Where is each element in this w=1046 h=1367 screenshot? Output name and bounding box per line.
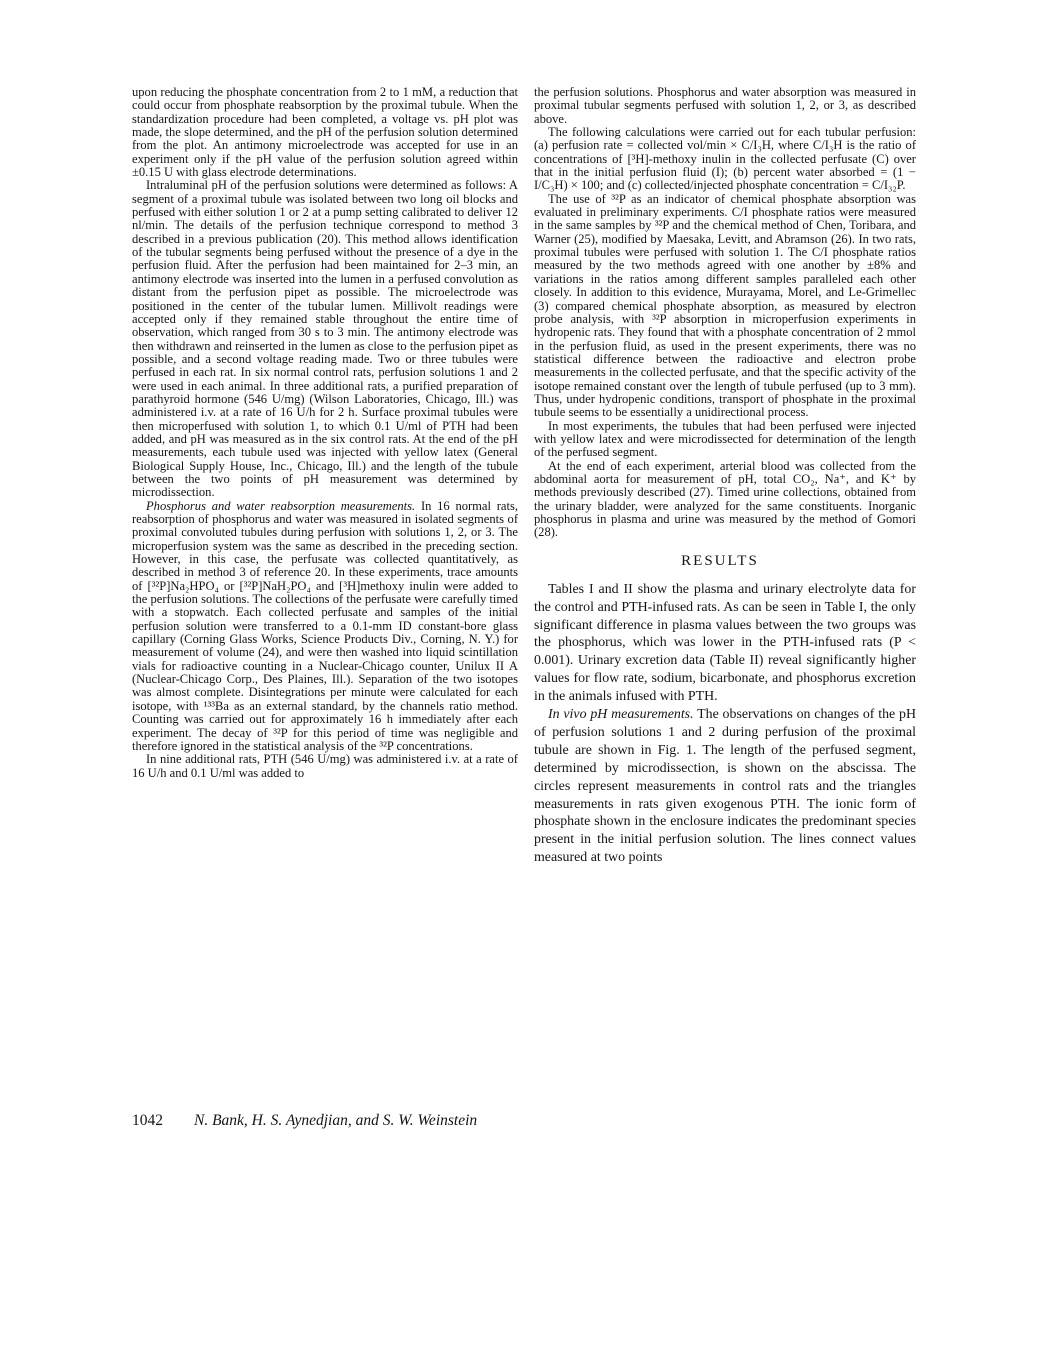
paragraph: In nine additional rats, PTH (546 U/mg) was administered i.v. at a rate of 16 U/h and 0.1 U/ml was added to [132,752,518,780]
right-column [534,86,916,867]
footer-authors: N. Bank, H. S. Aynedjian, and S. W. Weinstein [194,1112,478,1129]
run-in-heading: Phosphorus and water reabsorption measurements. [146,498,416,513]
paragraph-text: In 16 normal rats, reabsorption of phosphorus and water was measured in isolated segments of proximal convoluted tubules during perfusion with solutions 1, 2, or 3. The microperfusion system was the same as described in the preceding section. However, in this case, the perfusate was collected quantitatively, as described in method 3 of reference 20. In these experiments, trace amounts of [³²P]Na₂HPO₄ or [³²P]NaH₂PO₄ and [³H]methoxy inulin were added to the perfusion solutions. The collections of the perfusate were carefully timed with a stopwatch. Each collected perfusate and samples of the initial perfusion solution were transferred to a 0.1-mm ID constant-bore glass capillary (Corning Glass Works, Science Products Div., Corning, N. Y.) for measurement of volume (24), and were then washed into liquid scintillation vials for radioactive counting in a Nuclear-Chicago counter, Unilux II A (Nuclear-Chicago Corp., Des Plaines, Ill.). Separation of the two isotopes was almost complete. Disintegrations per minute were calculated for each isotope, with ¹³³Ba as an external standard, by the channels ratio method. Counting was carried out for approximately 16 h immediately after each experiment. The decay of ³²P for this period of time was negligible and therefore ignored in the statistical analysis of the ³²P concentrations. [132,498,518,753]
paragraph: The following calculations were carried out for each tubular perfusion: (a) perfusion rate = collected vol/min × C/I₃H, where C/I₃H is the ratio of concentrations of [³H]-methoxy inulin in the collected perfusate (C) over that in the initial perfusion fluid (I); (b) percent water absorbed = (1 − I/C₃H) × 100; and (c) collected/injected phosphate concentration = C/I₃₂P. [534,125,916,193]
paragraph: the perfusion solutions. Phosphorus and water absorption was measured in proximal tubular segments perfused with solution 1, 2, or 3, as described above. [534,85,916,126]
paragraph: The use of ³²P as an indicator of chemical phosphate absorption was evaluated in preliminary experiments. C/I phosphate ratios were measured in the same samples by ³²P and the chemical method of Chen, Toribara, and Warner (25), modified by Maesaka, Levitt, and Abramson (26). In two rats, proximal tubules were perfused with solution 1. The C/I phosphate ratios measured by the two methods agreed with one another by ±8% and variations in the ratios among different samples paralleled each other closely. In addition to this evidence, Murayama, Morel, and Le-Grimellec (3) compared chemical phosphate absorption, as measured by electron probe analysis, with ³²P absorption in microperfusion experiments in hydropenic rats. They found that with a phosphate concentration of 2 mmol in the perfusion fluid, as used in the present experiments, there was no statistical difference between the radioactive and electron probe measurements in the collected perfusate, and that the specific activity of the isotope remained constant over the length of tubule perfused (up to 3 mm). Thus, under hydropenic conditions, transport of phosphate in the proximal tubule seems to be essentially a unidirectional process. [534,191,916,420]
left-column [132,86,518,780]
page-footer [132,1112,732,1130]
paragraph: At the end of each experiment, arterial blood was collected from the abdominal aorta for measurement of pH, total CO₂, Na⁺, and K⁺ by methods previously described (27). Timed urine collections, obtained from the urinary bladder, were analyzed for the same constituents. Inorganic phosphorus in plasma and urine was measured by the method of Gomori (28). [534,458,916,540]
paragraph: Tables I and II show the plasma and urinary electrolyte data for the control and PTH-infused rats. As can be seen in Table I, the only significant difference in plasma values between the two groups was the phosphorus, which was lower in the PTH-infused rats (P < 0.001). Urinary excretion data (Table II) reveal significantly higher values for flow rate, sodium, bicarbonate, and phosphorus excretion in the animals infused with PTH. [534,581,916,705]
paragraph-text: The observations on changes of the pH of perfusion solutions 1 and 2 during perfusion of the proximal tubule are shown in Fig. 1. The length of the perfused segment, determined by microdissection, is shown on the abscissa. The circles represent measurements in control rats and the triangles measurements in rats given exogenous PTH. The ionic form of phosphate shown in the enclosure indicates the predominant species present in the initial perfusion solution. The lines connect values measured at two points [534,707,917,866]
page-number: 1042 [132,1112,163,1129]
run-in-heading: In vivo pH measurements. [548,707,694,723]
section-heading-results: RESULTS [681,552,759,569]
paragraph: Intraluminal pH of the perfusion solutions were determined as follows: A segment of a proximal tubule was isolated between two long oil blocks and perfused with either solution 1 or 2 at a pump setting calibrated to deliver 12 nl/min. The details of the perfusion technique correspond to method 3 described in a previous publication (20). This method allows identification of the tubular segments being perfused without the presence of a dye in the perfusion fluid. After the perfusion had been maintained for 2–3 min, an antimony electrode was inserted into the lumen in a perfused convolution as distant from the perfusion pipet as possible. The microelectrode was positioned in the center of the tubular lumen. Millivolt readings were accepted only if they remained stable throughout the entire time of observation, which ranged from 30 s to 3 min. The antimony electrode was then withdrawn and reinserted in the lumen as close to the perfusion pipet as possible, and a second voltage reading made. Two or three tubules were perfused in each rat. In six normal control rats, perfusion solutions 1 and 2 were used in each animal. In three additional rats, a purified preparation of parathyroid hormone (546 U/mg) (Wilson Laboratories, Chicago, Ill.) was administered i.v. at a rate of 16 U/h for 2 h. Surface proximal tubules were then microperfused with solution 1, to which 0.1 U/ml of PTH had been added, and pH was measured as in the six control rats. At the end of the pH measurements, each tubule used was injected with yellow latex (General Biological Supply House, Inc., Chicago, Ill.) and the length of the tubule between the two points of pH measurement was determined by microdissection. [132,178,518,500]
paragraph [534,706,916,867]
paragraph [132,500,518,754]
paragraph: upon reducing the phosphate concentration from 2 to 1 mM, a reduction that could occur from phosphate reabsorption by the proximal tubule. When the standardization procedure had been completed, a voltage vs. pH plot was made, the slope determined, and the pH of the perfusion solution determined from the plot. An antimony microelectrode was accepted for use in an experiment only if the pH value of the perfusion solution agreed within ±0.15 U with glass electrode determinations. [132,85,518,180]
paragraph: In most experiments, the tubules that had been perfused were injected with yellow latex and were microdissected for determination of the length of the perfused segment. [534,418,916,460]
